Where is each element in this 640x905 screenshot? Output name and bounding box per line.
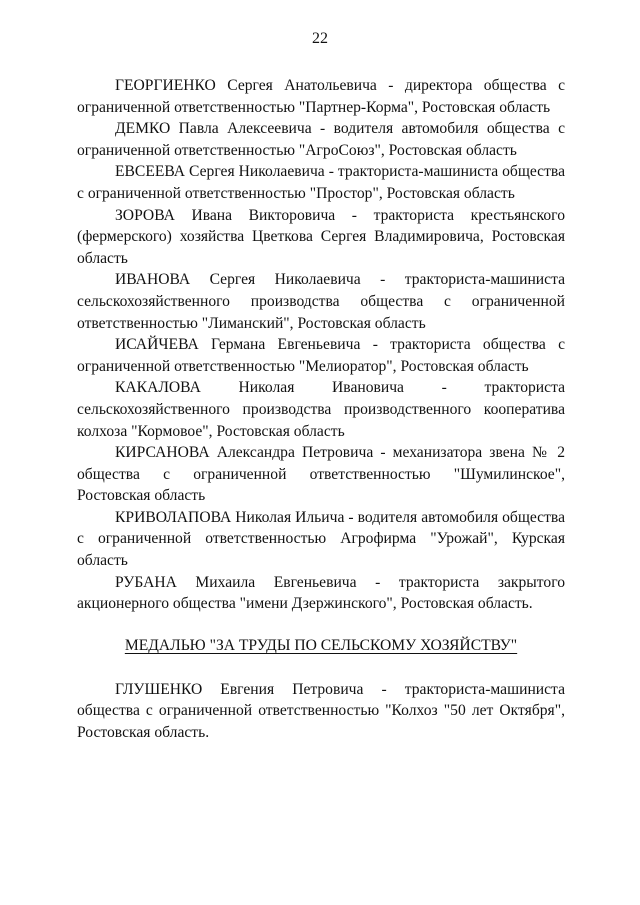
award-entry: ЗОРОВА Ивана Викторовича - тракториста крестьянского (фермерского) хозяйства Цветкова Сергея Владимировича, Ростовская область [77, 206, 565, 267]
section-heading: МЕДАЛЬЮ "ЗА ТРУДЫ ПО СЕЛЬСКОМУ ХОЗЯЙСТВУ" [124, 636, 518, 654]
award-entry: КАКАЛОВА Николая Ивановича - тракториста сельскохозяйственного производства производственного кооператива колхоза "Кормовое", Ростовская область [77, 379, 565, 440]
award-entry: ИВАНОВА Сергея Николаевича - тракториста-машиниста сельскохозяйственного производства общества с ограниченной ответственностью "Лиманский", Ростовская область [77, 271, 565, 332]
award-entry: ИСАЙЧЕВА Германа Евгеньевича - тракториста общества с ограниченной ответственностью "Мелиоратор", Ростовская область [77, 336, 565, 375]
award-entry: ГЕОРГИЕНКО Сергея Анатольевича - директора общества с ограниченной ответственностью "Партнер-Корма", Ростовская область [77, 77, 565, 116]
award-entry: ЕВСЕЕВА Сергея Николаевича - тракториста-машиниста общества с ограниченной ответственностью "Простор", Ростовская область [77, 163, 565, 202]
award-entry: КИРСАНОВА Александра Петровича - механизатора звена № 2 общества с ограниченной ответственностью "Шумилинское", Ростовская область [77, 444, 565, 505]
award-entry: ГЛУШЕНКО Евгения Петровича - тракториста-машиниста общества с ограниченной ответственностью "Колхоз "50 лет Октября", Ростовская область. [77, 680, 565, 742]
award-entry: РУБАНА Михаила Евгеньевича - тракториста закрытого акционерного общества "имени Дзержинского", Ростовская область. [77, 573, 565, 613]
award-entry: КРИВОЛАПОВА Николая Ильича - водителя автомобиля общества с ограниченной ответственностью Агрофирма "Урожай", Курская область [77, 508, 565, 570]
award-entry: ДЕМКО Павла Алексеевича - водителя автомобиля общества с ограниченной ответственностью "АгроСоюз", Ростовская область [77, 120, 565, 159]
document-body [77, 75, 565, 744]
page-number: 22 [312, 30, 328, 47]
